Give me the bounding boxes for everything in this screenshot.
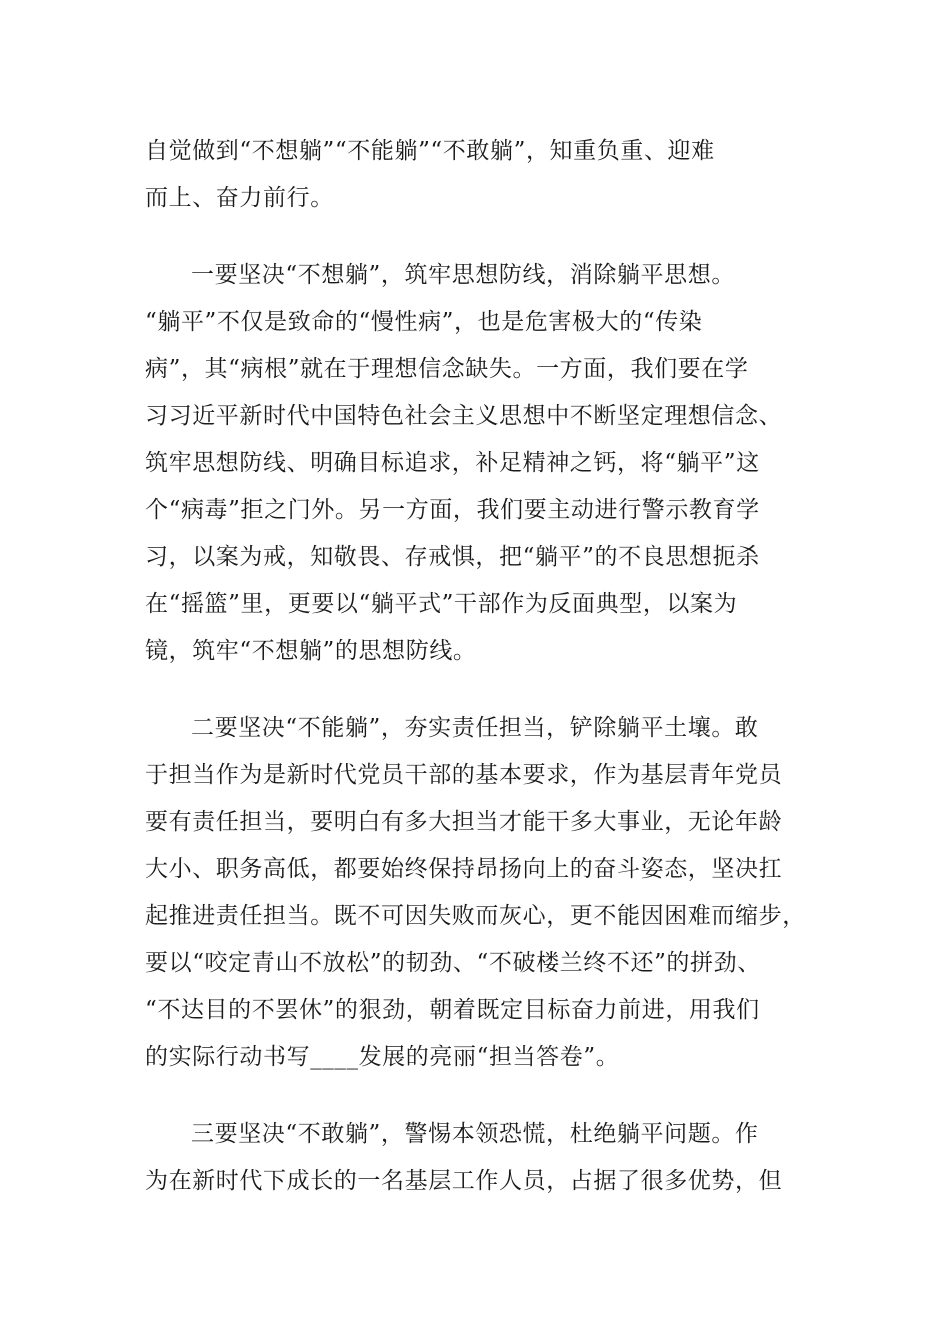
document-page (145, 128, 805, 1205)
text-line: 习习近平新时代中国特色社会主义思想中不断坚定理想信念、 (145, 403, 783, 429)
paragraph-cannot-lie-flat (145, 705, 805, 1081)
text-line: 在“摇篮”里，更要以“躺平式”干部作为反面典型，以案为 (145, 591, 738, 617)
text-line: 于担当作为是新时代党员干部的基本要求，作为基层青年党员 (145, 762, 783, 788)
text-line: 一要坚决“不想躺”，筑牢思想防线，消除躺平思想。 (191, 262, 735, 288)
text-line: 二要坚决“不能躺”，夯实责任担当，铲除躺平土壤。敢 (191, 715, 759, 741)
text-line: 习，以案为戒，知敬畏、存戒惧，把“躺平”的不良思想扼杀 (145, 544, 760, 570)
text-line: 病”，其“病根”就在于理想信念缺失。一方面，我们要在学 (145, 356, 749, 382)
text-line: 个“病毒”拒之门外。另一方面，我们要主动进行警示教育学 (145, 497, 760, 523)
text-line: 起推进责任担当。既不可因失败而灰心，更不能因困难而缩步， (145, 903, 806, 929)
text-line: 要以“咬定青山不放松”的韧劲、“不破楼兰终不还”的拼劲、 (145, 950, 761, 976)
text-line: 而上、奋力前行。 (145, 185, 334, 211)
paragraph-spacer (145, 1081, 805, 1111)
paragraph-spacer (145, 222, 805, 252)
paragraph-not-want-to-lie-flat (145, 252, 805, 675)
text-line: 三要坚决“不敢躺”，警惕本领恐慌，杜绝躺平问题。作 (191, 1121, 759, 1147)
text-line: “躺平”不仅是致命的“慢性病”，也是危害极大的“传染 (145, 309, 703, 335)
paragraph-spacer (145, 675, 805, 705)
text-line: 自觉做到“不想躺”“不能躺”“不敢躺”，知重负重、迎难 (145, 138, 715, 164)
text-line: 镜，筑牢“不想躺”的思想防线。 (145, 638, 477, 664)
text-line: 要有责任担当，要明白有多大担当才能干多大事业，无论年龄 (145, 809, 783, 835)
text-line: 的实际行动书写____发展的亮丽“担当答卷”。 (145, 1044, 620, 1070)
text-line: 大小、职务高低，都要始终保持昂扬向上的奋斗姿态，坚决扛 (145, 856, 783, 882)
text-line: 筑牢思想防线、明确目标追求，补足精神之钙，将“躺平”这 (145, 450, 760, 476)
text-line: “不达目的不罢休”的狠劲，朝着既定目标奋力前进，用我们 (145, 997, 760, 1023)
paragraph-dare-not-lie-flat (145, 1111, 805, 1205)
paragraph-continuation (145, 128, 805, 222)
text-line: 为在新时代下成长的一名基层工作人员，占据了很多优势，但 (145, 1168, 783, 1194)
